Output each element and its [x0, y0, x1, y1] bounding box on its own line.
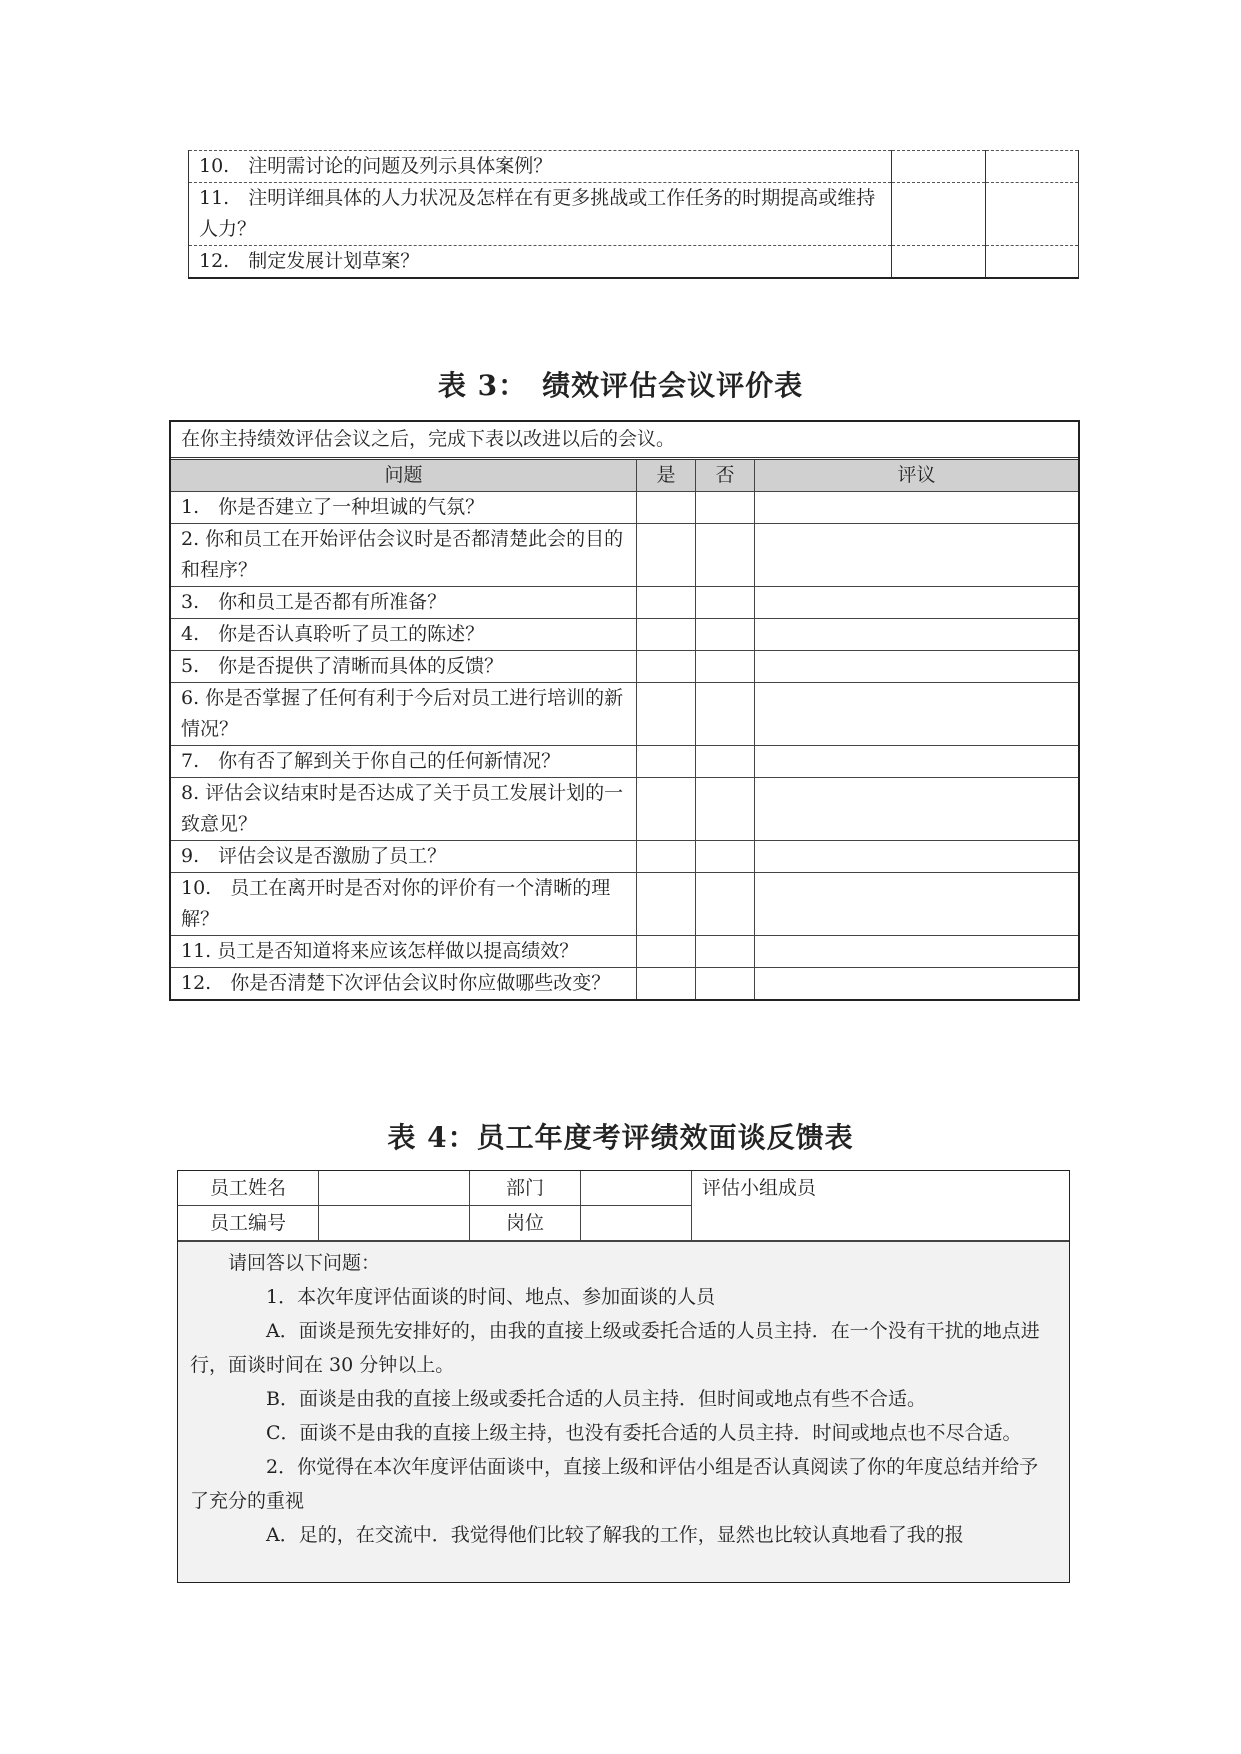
- label-department: 部门: [470, 1171, 581, 1206]
- questionnaire-body: [178, 1241, 1069, 1582]
- question-cell: 3. 你和员工是否都有所准备？: [171, 587, 637, 619]
- question-cell: 8. 评估会议结束时是否达成了关于员工发展计划的一致意见？: [171, 778, 637, 841]
- check-cell: [892, 246, 985, 279]
- comment-cell: [755, 746, 1079, 778]
- table-row: [171, 619, 1078, 651]
- table-row: [171, 936, 1078, 968]
- checklist-item: 11. 注明详细具体的人力状况及怎样在有更多挑战或工作任务的时期提高或维持人力？: [189, 183, 892, 246]
- question-text: 2．你觉得在本次年度评估面谈中，直接上级和评估小组是否认真阅读了你的年度总结并给予了充分的重视: [190, 1456, 1039, 1512]
- no-cell: [696, 873, 755, 936]
- table-row: [171, 746, 1078, 778]
- check-cell: [985, 151, 1078, 183]
- no-cell: [696, 968, 755, 1000]
- check-cell: [892, 183, 985, 246]
- comment-cell: [755, 936, 1079, 968]
- question-cell: 5. 你是否提供了清晰而具体的反馈？: [171, 651, 637, 683]
- question-cell: 2. 你和员工在开始评估会议时是否都清楚此会的目的和程序？: [171, 524, 637, 587]
- employee-number-field[interactable]: [319, 1206, 470, 1241]
- interview-feedback-table: [177, 1170, 1070, 1583]
- question-cell: 6. 你是否掌握了任何有利于今后对员工进行培训的新情况？: [171, 683, 637, 746]
- yes-cell: [637, 587, 696, 619]
- table-row: [171, 873, 1078, 936]
- table-row: [171, 492, 1078, 524]
- yes-cell: [637, 619, 696, 651]
- table4-title: 表 4：员工年度考评绩效面谈反馈表: [387, 1121, 854, 1154]
- yes-cell: [637, 873, 696, 936]
- table-row: [178, 1171, 1069, 1206]
- no-cell: [696, 587, 755, 619]
- no-cell: [696, 619, 755, 651]
- table-row: [189, 246, 1079, 279]
- comment-cell: [755, 587, 1079, 619]
- checklist-item: 10. 注明需讨论的问题及列示具体案例？: [189, 151, 892, 183]
- table3-title: 表 3： 绩效评估会议评价表: [437, 369, 804, 402]
- yes-cell: [637, 524, 696, 587]
- header-comment: 评议: [755, 460, 1079, 492]
- option-text: A．面谈是预先安排好的，由我的直接上级或委托合适的人员主持．在一个没有干扰的地点进行，面谈时间在 30 分钟以上。: [190, 1320, 1040, 1376]
- option-text: B．面谈是由我的直接上级或委托合适的人员主持．但时间或地点有些不合适。: [266, 1388, 926, 1410]
- table-row: [171, 651, 1078, 683]
- question-cell: 12. 你是否清楚下次评估会议时你应做哪些改变？: [171, 968, 637, 1000]
- comment-cell: [755, 841, 1079, 873]
- checklist-item: 12. 制定发展计划草案？: [189, 246, 892, 279]
- meeting-evaluation-table: [169, 420, 1080, 1001]
- comment-cell: [755, 492, 1079, 524]
- table-row: [171, 587, 1078, 619]
- option-text: A．足的，在交流中．我觉得他们比较了解我的工作，显然也比较认真地看了我的报: [266, 1524, 964, 1546]
- yes-cell: [637, 936, 696, 968]
- table3-intro: 在你主持绩效评估会议之后，完成下表以改进以后的会议。: [171, 422, 1078, 460]
- label-employee-name: 员工姓名: [178, 1171, 319, 1206]
- table-row: [189, 151, 1079, 183]
- comment-cell: [755, 778, 1079, 841]
- label-position: 岗位: [470, 1206, 581, 1241]
- instruction-text: 请回答以下问题：: [228, 1252, 381, 1274]
- check-cell: [985, 246, 1078, 279]
- table-row: [171, 683, 1078, 746]
- employee-name-field[interactable]: [319, 1171, 470, 1206]
- question-cell: 4. 你是否认真聆听了员工的陈述？: [171, 619, 637, 651]
- comment-cell: [755, 968, 1079, 1000]
- yes-cell: [637, 492, 696, 524]
- checklist-table-continued: [188, 150, 1079, 279]
- table-row: [171, 778, 1078, 841]
- option-text: C．面谈不是由我的直接上级主持，也没有委托合适的人员主持．时间或地点也不尽合适。: [266, 1422, 1022, 1444]
- yes-cell: [637, 651, 696, 683]
- label-panel-members: 评估小组成员: [692, 1171, 1070, 1241]
- comment-cell: [755, 683, 1079, 746]
- no-cell: [696, 778, 755, 841]
- yes-cell: [637, 746, 696, 778]
- table-row: [189, 183, 1079, 246]
- yes-cell: [637, 683, 696, 746]
- question-cell: 11. 员工是否知道将来应该怎样做以提高绩效？: [171, 936, 637, 968]
- yes-cell: [637, 841, 696, 873]
- question-cell: 10. 员工在离开时是否对你的评价有一个清晰的理解？: [171, 873, 637, 936]
- comment-cell: [755, 873, 1079, 936]
- table-row: [171, 968, 1078, 1000]
- no-cell: [696, 683, 755, 746]
- question-cell: 7. 你有否了解到关于你自己的任何新情况？: [171, 746, 637, 778]
- question-cell: 1. 你是否建立了一种坦诚的气氛？: [171, 492, 637, 524]
- header-yes: 是: [637, 460, 696, 492]
- table-row: [171, 524, 1078, 587]
- table-header-row: [171, 460, 1078, 492]
- no-cell: [696, 936, 755, 968]
- department-field[interactable]: [581, 1171, 692, 1206]
- check-cell: [985, 183, 1078, 246]
- yes-cell: [637, 778, 696, 841]
- comment-cell: [755, 619, 1079, 651]
- yes-cell: [637, 968, 696, 1000]
- comment-cell: [755, 651, 1079, 683]
- question-cell: 9. 评估会议是否激励了员工？: [171, 841, 637, 873]
- table-row: [171, 841, 1078, 873]
- comment-cell: [755, 524, 1079, 587]
- header-question: 问题: [171, 460, 637, 492]
- header-no: 否: [696, 460, 755, 492]
- no-cell: [696, 524, 755, 587]
- label-employee-number: 员工编号: [178, 1206, 319, 1241]
- check-cell: [892, 151, 985, 183]
- no-cell: [696, 651, 755, 683]
- no-cell: [696, 492, 755, 524]
- no-cell: [696, 746, 755, 778]
- position-field[interactable]: [581, 1206, 692, 1241]
- question-text: 1．本次年度评估面谈的时间、地点、参加面谈的人员: [266, 1286, 716, 1308]
- no-cell: [696, 841, 755, 873]
